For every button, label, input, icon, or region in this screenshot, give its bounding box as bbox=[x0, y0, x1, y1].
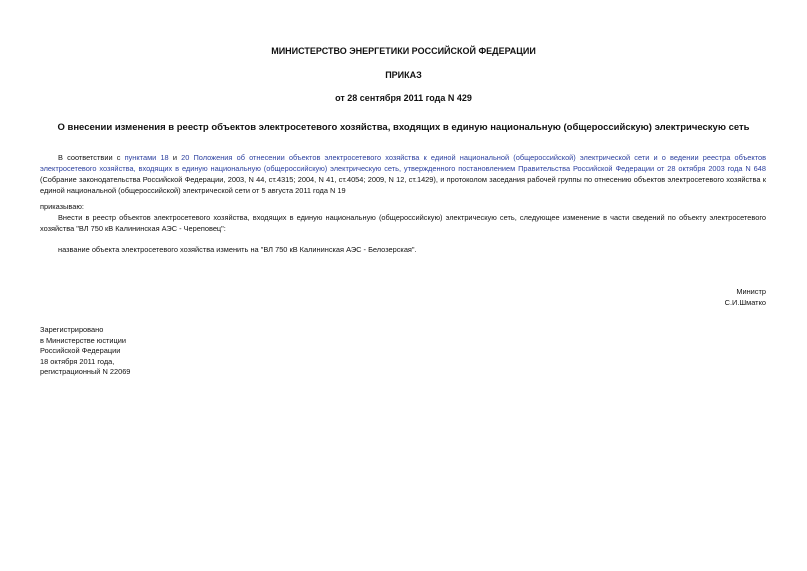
registration-line: регистрационный N 22069 bbox=[40, 367, 131, 376]
registration-line: 18 октября 2011 года, bbox=[40, 356, 115, 366]
order-item-1: Внести в реестр объектов электросетевого хозяйства, входящих в единую национальную (общероссийскую) электрическую сеть, следующее изменение в части сведений по объекту электросетевого хозяйства "ВЛ 750 кВ Калининская АЭС - Череповец": bbox=[40, 213, 766, 233]
document-subject: О внесении изменения в реестр объектов электросетевого хозяйства, входящих в единую национальную (общероссийскую) электрическую сеть bbox=[57, 122, 750, 133]
signature-title: Министр bbox=[736, 287, 766, 296]
signature-name: С.И.Шматко bbox=[724, 298, 766, 307]
registration-line: в Министерстве юстиции bbox=[40, 335, 127, 345]
ministry-heading: МИНИСТЕРСТВО ЭНЕРГЕТИКИ РОССИЙСКОЙ ФЕДЕРАЦИИ bbox=[271, 46, 536, 56]
registration-line: Российской Федерации bbox=[40, 346, 121, 355]
preamble-suffix: (Собрание законодательства Российской Федерации, 2003, N 44, ст.4315; 2004, N 41, ст.4054; 2009, N 12, ст.1429), и протоколом заседания рабочей группы по отнесению объектов электросетевого хозяйства к единой национальной (общероссийской) электрической сети от 5 августа 2011 года N 19 bbox=[40, 175, 766, 195]
preamble-paragraph bbox=[40, 152, 766, 196]
document-type: ПРИКАЗ bbox=[385, 70, 422, 80]
preamble-prefix: В соответствии с bbox=[58, 153, 125, 162]
order-label: приказываю: bbox=[40, 202, 84, 211]
registration-block bbox=[40, 325, 130, 378]
order-item-2: название объекта электросетевого хозяйства изменить на "ВЛ 750 кВ Калининская АЭС - Белозерская". bbox=[58, 245, 417, 254]
document-date-number: от 28 сентября 2011 года N 429 bbox=[335, 93, 472, 103]
link-points-18[interactable]: пунктами 18 bbox=[124, 153, 169, 162]
registration-line: Зарегистрировано bbox=[40, 325, 104, 334]
link-regulation-648[interactable]: 20 Положения об отнесении объектов электросетевого хозяйства к единой национальной (общероссийской) электрической сети и о ведении реестра объектов электросетевого хозяйства, входящих в единую национальную (общероссийскую) электрическую сеть, утвержденного постановлением Правительства Российской Федерации от 28 октября 2003 года N 648 bbox=[40, 153, 766, 173]
preamble-between: и bbox=[168, 153, 182, 162]
